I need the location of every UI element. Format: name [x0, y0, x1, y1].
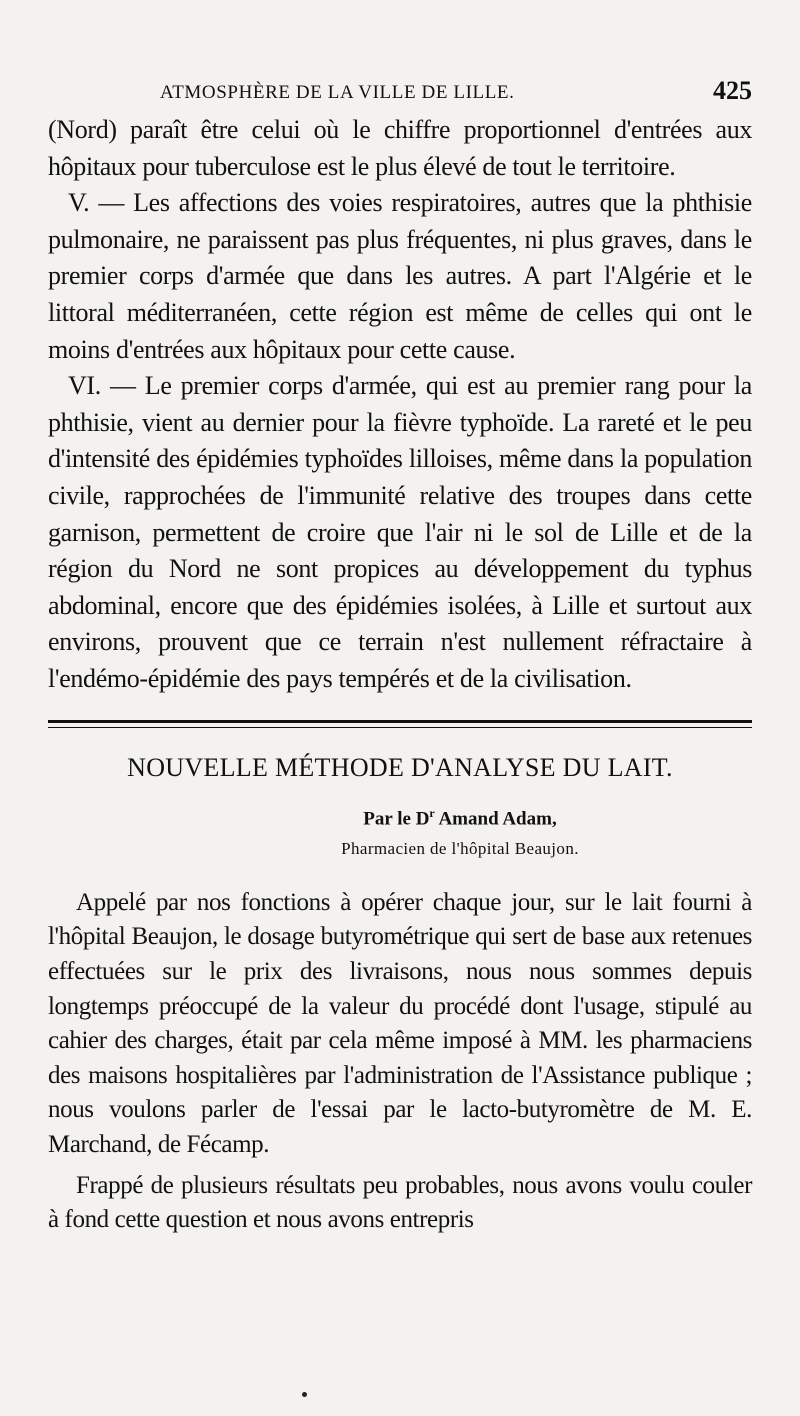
byline-prefix: Par le D — [363, 807, 430, 829]
previous-article-conclusion — [48, 112, 752, 698]
paragraph-section-vi: VI. — Le premier corps d'armée, qui est au premier rang pour la phthisie, vient au dernier pour la fièvre typhoïde. La rareté et le peu d'intensité des épidémies typhoïdes lilloises, même dans la population civile, rapprochées de l'immunité relative des troupes dans cette garnison, permettent de croire que l'air ni le sol de Lille et de la région du Nord ne sont propices au développement du typhus abdominal, encore que des épidémies isolées, à Lille et surtout aux environs, prouvent que ce terrain n'est nullement réfractaire à l'endémo-épidémie des pays tempérés et de la civilisation. — [48, 371, 752, 693]
article-body — [48, 886, 752, 1238]
running-title: ATMOSPHÈRE DE LA VILLE DE LILLE. — [160, 82, 515, 103]
author-byline — [48, 800, 752, 832]
article-title: NOUVELLE MÉTHODE D'ANALYSE DU LAIT. — [127, 752, 673, 782]
author-name: Amand Adam, — [434, 807, 557, 829]
running-head — [48, 72, 752, 112]
book-page — [48, 72, 752, 1238]
section-divider-rule — [48, 720, 752, 728]
page-number: 425 — [713, 76, 752, 105]
paragraph-section-v: V. — Les affections des voies respiratoires, autres que la phthisie pulmonaire, ne paraissent pas plus fréquentes, ni plus graves, dans le premier corps d'armée que dans les autres. A part l'Algérie et le littoral méditerranéen, cette région est même de celles qui ont le moins d'entrées aux hôpitaux pour cette cause. — [48, 188, 752, 364]
printer-mark-dot — [302, 1392, 307, 1397]
author-affiliation: Pharmacien de l'hôpital Beaujon. — [341, 838, 579, 858]
byline-superscript: r — [429, 805, 435, 820]
article-paragraph-2: Frappé de plusieurs résultats peu probables, nous avons voulu couler à fond cette question et nous avons entrepris — [48, 1171, 752, 1234]
paragraph-continuation: (Nord) paraît être celui où le chiffre proportionnel d'entrées aux hôpitaux pour tuberculose est le plus élevé de tout le territoire. — [48, 115, 752, 181]
article-paragraph-1: Appelé par nos fonctions à opérer chaque jour, sur le lait fourni à l'hôpital Beaujon, le dosage butyrométrique qui sert de base aux retenues effectuées sur le prix des livraisons, nous nous sommes depuis longtemps préoccupé de la valeur du procédé dont l'usage, stipulé au cahier des charges, était par cela même imposé à MM. les pharmaciens des maisons hospitalières par l'administration de l'Assistance publique ; nous voulons parler de l'essai par le lacto-butyromètre de M. E. Marchand, de Fécamp. — [48, 888, 752, 1158]
